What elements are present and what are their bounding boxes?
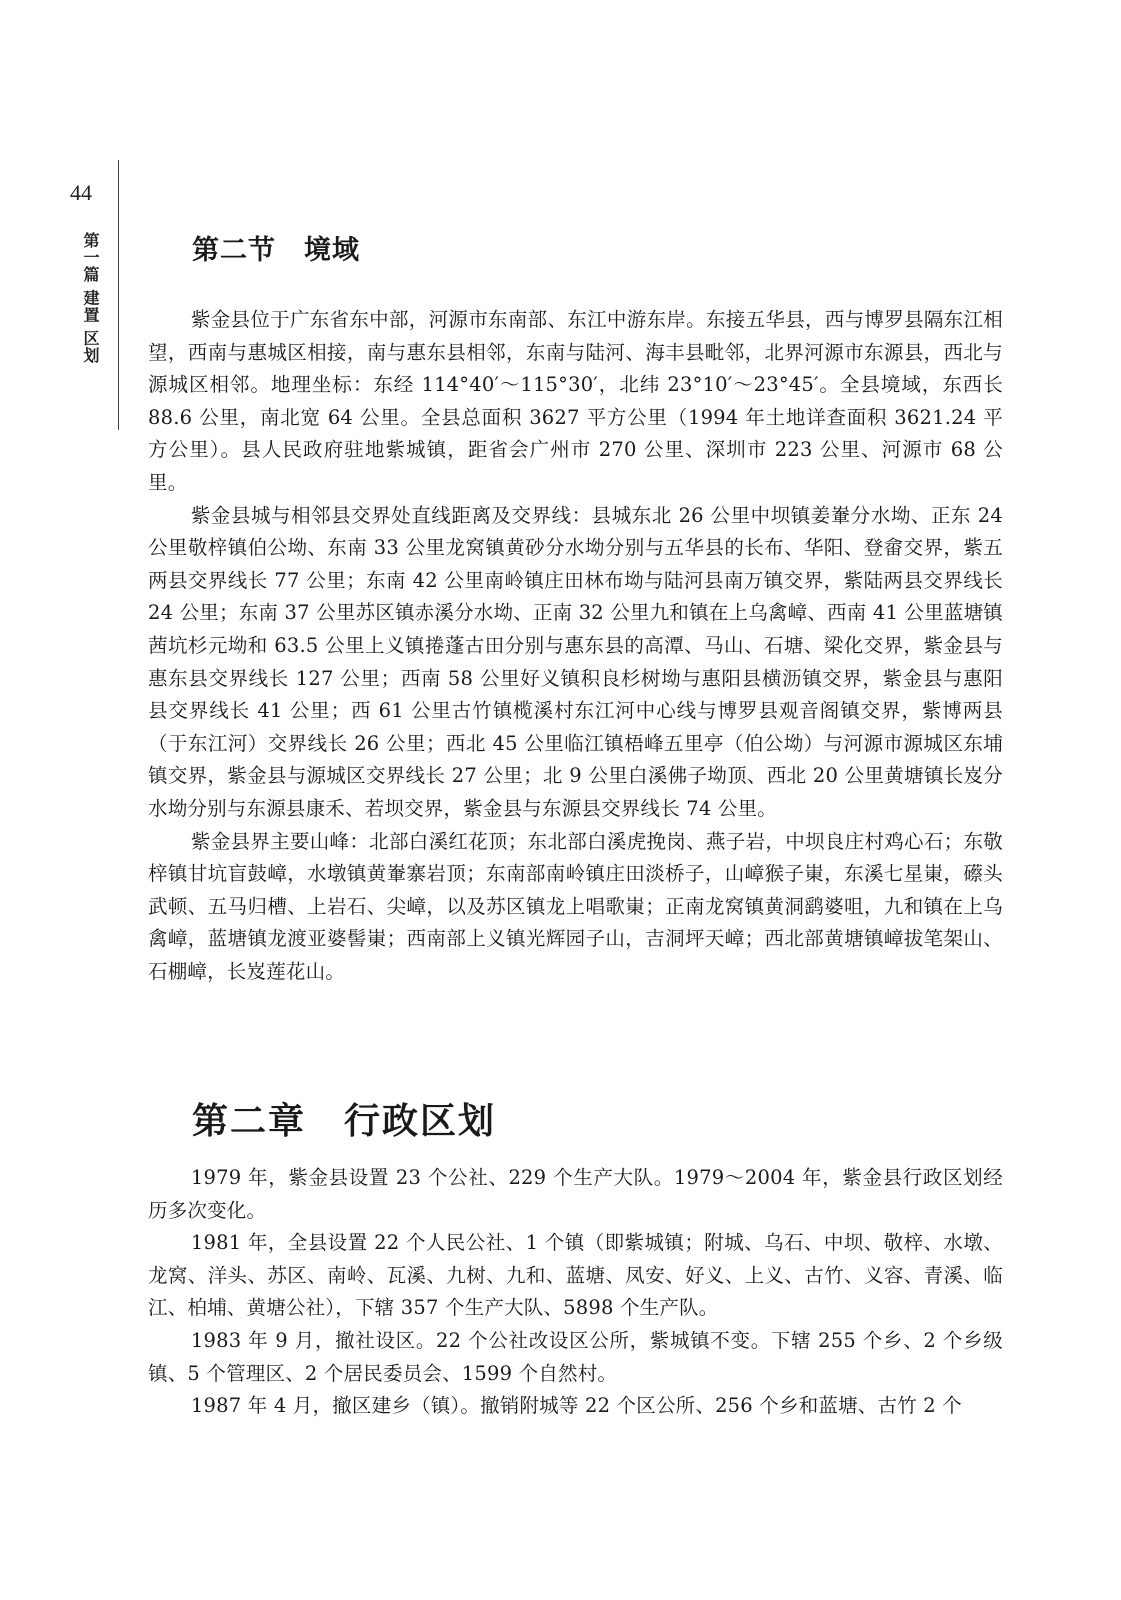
paragraph: 1981 年，全县设置 22 个人民公社、1 个镇（即紫城镇；附城、乌石、中坝、敬梓、水墩、龙窝、洋头、苏区、南岭、瓦溪、九树、九和、蓝塘、凤安、好义、上义、古竹、义容、青溪、临江、柏埔、黄塘公社），下辖 357 个生产大队、5898 个生产队。 [148, 1231, 1003, 1320]
chapter-body [148, 1162, 1003, 1423]
section-heading [192, 228, 360, 267]
paragraph: 1987 年 4 月，撤区建乡（镇）。撤销附城等 22 个区公所、256 个乡和蓝塘、古竹 2 个 [190, 1394, 963, 1418]
paragraph: 紫金县城与相邻县交界处直线距离及交界线：县城东北 26 公里中坝镇姜輋分水坳、正东 24 公里敬梓镇伯公坳、东南 33 公里龙窝镇黄砂分水坳分别与五华县的长布、华阳、登畲交界，紫五两县交界线长 77 公里；东南 42 公里南岭镇庄田林布坳与陆河县南万镇交界，紫陆两县交界线长 24 公里；东南 37 公里苏区镇赤溪分水坳、正南 32 公里九和镇在上乌禽嶂、西南 41 公里蓝塘镇茜坑杉元坳和 63.5 公里上义镇捲蓬古田分别与惠东县的高潭、马山、石塘、梁化交界，紫金县与惠东县交界线长 127 公里；西南 58 公里好义镇积良杉树坳与惠阳县横沥镇交界，紫金县与惠阳县交界线长 41 公里；西 61 公里古竹镇榄溪村东江河中心线与博罗县观音阁镇交界，紫博两县（于东江河）交界线长 26 公里；西北 45 公里临江镇梧峰五里亭（伯公坳）与河源市源城区东埔镇交界，紫金县与源城区交界线长 27 公里；北 9 公里白溪佛子坳顶、西北 20 公里黄塘镇长岌分水坳分别与东源县康禾、若坝交界，紫金县与东源县交界线长 74 公里。 [148, 503, 1003, 820]
chapter-number: 第二章 [192, 1101, 307, 1142]
chapter-heading [192, 1093, 496, 1144]
page-number: 44 [70, 180, 92, 205]
margin-rule [118, 160, 119, 430]
paragraph: 紫金县位于广东省东中部，河源市东南部、东江中游东岸。东接五华县，西与博罗县隔东江相望，西南与惠城区相接，南与惠东县相邻，东南与陆河、海丰县毗邻，北界河源市东源县，西北与源城区相邻。地理坐标：东经 114°40′～115°30′，北纬 23°10′～23°45′。全县境域，东西长 88.6 公里，南北宽 64 公里。全县总面积 3627 平方公里（1994 年土地详查面积 3621.24 平方公里）。县人民政府驻地紫城镇，距省会广州市 270 公里、深圳市 223 公里、河源市 68 公里。 [148, 308, 1003, 494]
section-body [148, 304, 1003, 988]
section-title: 境域 [304, 235, 360, 266]
paragraph: 紫金县界主要山峰：北部白溪红花顶；东北部白溪虎挽岗、燕子岩，中坝良庄村鸡心石；东敬梓镇甘坑盲鼓嶂，水墩镇黄輋寨岩顶；东南部南岭镇庄田淡桥子，山嶂猴子崬，东溪七星崬，礤头武顿、五马归槽、上岩石、尖嶂，以及苏区镇龙上唱歌崬；正南龙窝镇黄洞鹞婆咀，九和镇在上乌禽嶂，蓝塘镇龙渡亚婆髻崬；西南部上义镇光辉园子山，吉洞坪天嶂；西北部黄塘镇嶂拔笔架山、石棚嶂，长岌莲花山。 [148, 829, 1003, 983]
chapter-title: 行政区划 [344, 1101, 497, 1142]
running-header: 第一篇 建置 区划 [81, 232, 100, 365]
section-number: 第二节 [192, 235, 276, 266]
paragraph: 1983 年 9 月，撤社设区。22 个公社改设区公所，紫城镇不变。下辖 255 个乡、2 个乡级镇、5 个管理区、2 个居民委员会、1599 个自然村。 [148, 1328, 1003, 1385]
paragraph: 1979 年，紫金县设置 23 个公社、229 个生产大队。1979～2004 年，紫金县行政区划经历多次变化。 [148, 1166, 1003, 1222]
